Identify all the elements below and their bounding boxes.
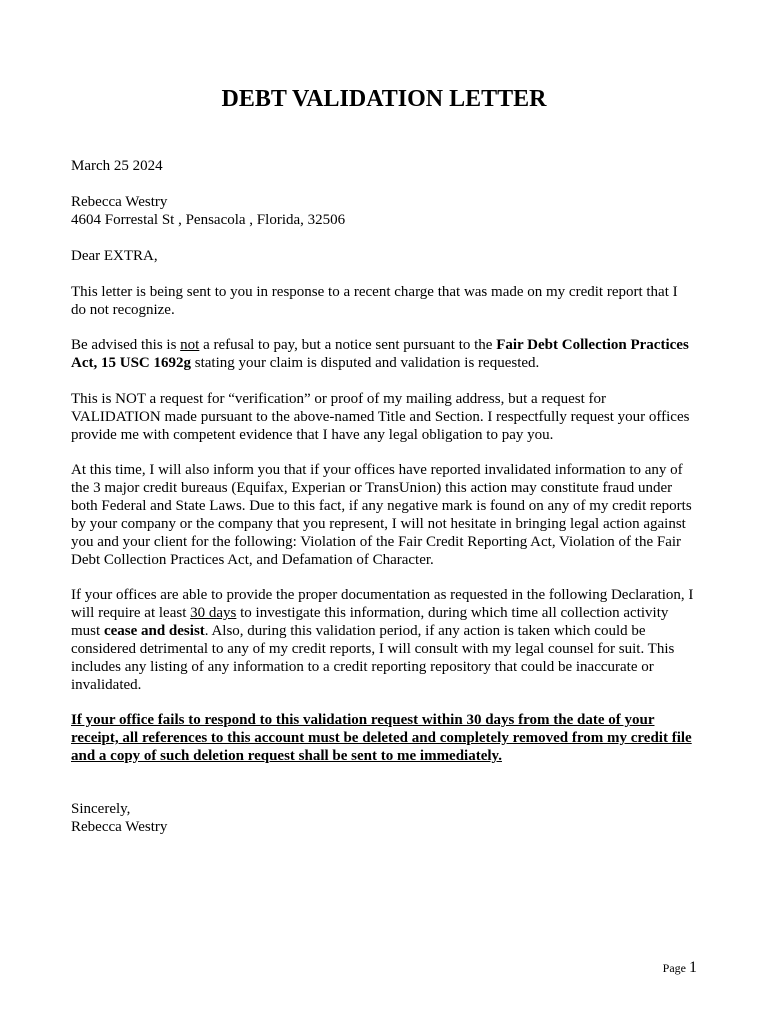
statute-reference: Fair Debt Collection Practices [496, 337, 689, 353]
page-label: Page [662, 961, 686, 975]
paragraph-3: This is NOT a request for “verification” or proof of my mailing address, but a request for VALIDATION made pursuant to the above-named Title and Section. I respectfully request your offices provide me with competent evidence that I have any legal obligation to pay you. [71, 391, 690, 443]
page-footer [600, 958, 697, 978]
paragraph-4: At this time, I will also inform you that if your offices have reported invalidated information to any of the 3 major credit bureaus (Equifax, Experian or TransUnion) this action may constitute fraud under both Federal and State Laws. Due to this fact, if any negative mark is found on any of my credit reports by your company or the company that you represent, I will not hesitate in bringing legal action against you and your client for the following: Violation of the Fair Credit Reporting Act, Violation of the Fair Debt Collection Practices Act, and Defamation of Character. [71, 462, 692, 568]
sender-address: 4604 Forrestal St , Pensacola , Florida, 32506 [71, 212, 346, 228]
underlined-30-days: 30 days [190, 605, 237, 621]
deletion-warning: If your office fails to respond to this validation request within 30 days from the date of your receipt, all references to this account must be deleted and completely removed from my credit file and a copy of such deletion request shall be sent to me immediately. [71, 712, 692, 764]
paragraph-1: This letter is being sent to you in response to a recent charge that was made on my credit report that I do not recognize. [71, 284, 678, 318]
salutation: Dear EXTRA, [71, 248, 158, 264]
letter-date: March 25 2024 [71, 158, 163, 174]
paragraph-5: If your offices are able to provide the proper documentation as requested in the following Declaration, I will require at least 30 days to investigate this information, during which time all collection activity must cease and desist. Also, during this validation period, if any action is taken which could be considered detrimental to any of my credit reports, I will consult with my legal counsel for suit. This includes any listing of any information to a credit reporting repository that could be inaccurate or invalidated. [71, 587, 694, 693]
cease-and-desist: cease and desist [103, 623, 205, 639]
page-number: 1 [689, 959, 697, 976]
sender-block [71, 193, 699, 229]
closing-block [71, 800, 699, 836]
sender-name: Rebecca Westry [71, 194, 168, 210]
closing: Sincerely, [71, 801, 131, 817]
signature-name: Rebecca Westry [71, 819, 168, 835]
paragraph-2: Be advised this is not a refusal to pay, but a notice sent pursuant to the Fair Debt Collection Practices Act, 15 USC 1692g stating your claim is disputed and validation is requested. [71, 337, 689, 371]
underlined-not: not [180, 337, 200, 353]
letter-title: DEBT VALIDATION LETTER [221, 86, 547, 112]
